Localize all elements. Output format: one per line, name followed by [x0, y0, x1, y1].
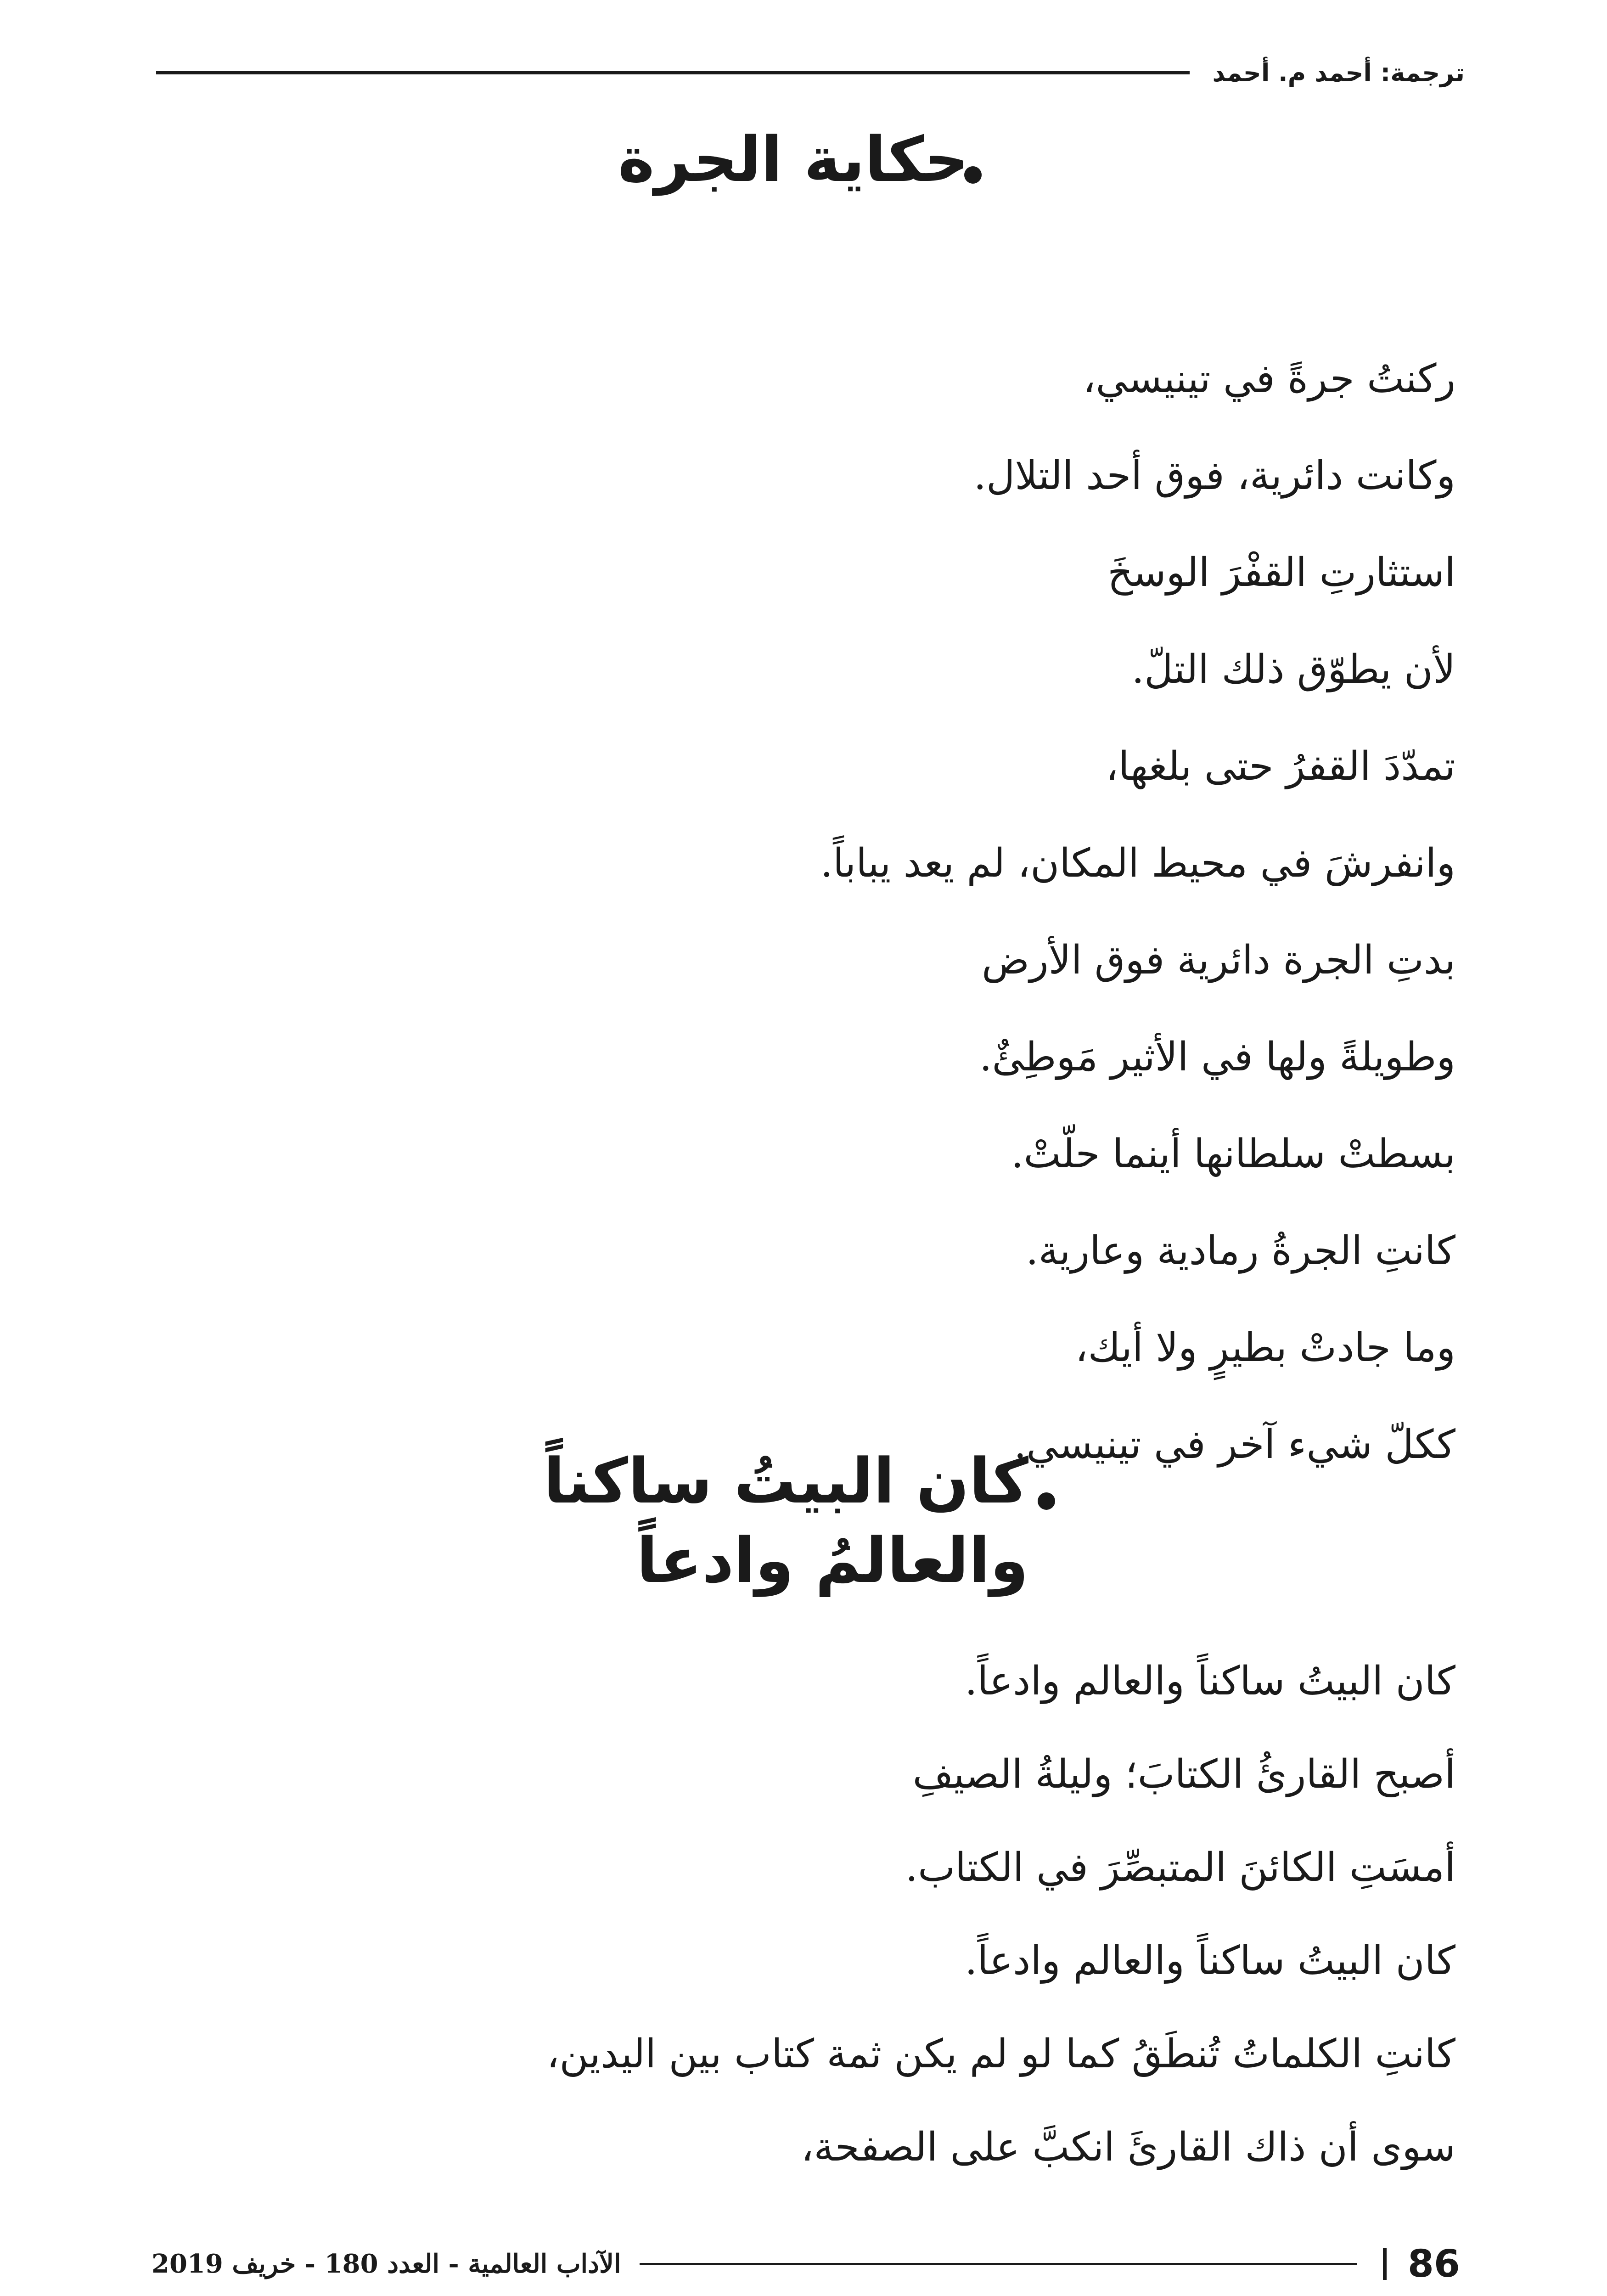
publication-info: الآداب العالمية - العدد 180 - خريف 2019 — [152, 2249, 621, 2279]
poem-line: لأن يطوّق ذلك التلّ. — [1131, 647, 1455, 692]
page-number: 86 — [1407, 2242, 1460, 2286]
poem-line: كانتِ الجرةُ رمادية وعارية. — [1026, 1228, 1455, 1274]
poem-line: وطويلةً ولها في الأثير مَوطِئٌ. — [979, 1034, 1455, 1080]
poem-line: تمدّدَ القفرُ حتى بلغها، — [1106, 743, 1455, 789]
poem-line: بدتِ الجرة دائرية فوق الأرض — [982, 937, 1455, 983]
poem-stanza — [147, 331, 1455, 1493]
footer-rule — [640, 2263, 1357, 2265]
poem-line: أمسَتِ الكائنَ المتبصِّرَ في الكتاب. — [905, 1845, 1455, 1891]
page-footer — [152, 2241, 1460, 2287]
poem-stanza — [147, 1635, 1455, 2194]
poem-line: ركنتُ جرةً في تينيسي، — [1083, 356, 1455, 402]
poem-title: حكاية الجرة — [618, 124, 969, 196]
poem-line: بسطتْ سلطانها أينما حلّتْ. — [1011, 1131, 1455, 1177]
poem-line: وانفرشَ في محيط المكان، لم يعد يباباً. — [820, 840, 1455, 886]
poem-title-line: كان البيتُ ساكناً — [543, 1445, 1028, 1517]
footer-divider — [1383, 2248, 1387, 2280]
poem-line: وما جادتْ بطيرٍ ولا أيك، — [1075, 1325, 1455, 1371]
poem-line: استثارتِ القفْرَ الوسخَ — [1107, 550, 1455, 596]
title-bullet — [1038, 1492, 1055, 1510]
poem-line: وكانت دائرية، فوق أحد التلال. — [973, 453, 1455, 499]
running-header — [156, 54, 1465, 91]
poem-line: أصبح القارئُ الكتابَ؛ وليلةُ الصيفِ — [912, 1751, 1455, 1797]
poem-title-line: والعالمُ وادعاً — [636, 1524, 1028, 1597]
poem-line: سوى أن ذاك القارئَ انكبَّ على الصفحة، — [801, 2124, 1455, 2170]
poem-line: كان البيتُ ساكناً والعالم وادعاً. — [965, 1658, 1455, 1704]
translator-credit: ترجمة: أحمد م. أحمد — [1212, 58, 1465, 87]
poem-line: كان البيتُ ساكناً والعالم وادعاً. — [965, 1938, 1455, 1984]
poem-line: كانتِ الكلماتُ تُنطَقُ كما لو لم يكن ثمة كتاب بين اليدين، — [546, 2031, 1455, 2077]
header-rule — [156, 71, 1190, 74]
poem-title — [544, 1442, 1028, 1601]
poem-line: ككلّ شيء آخر في تينيسي. — [1014, 1422, 1455, 1468]
